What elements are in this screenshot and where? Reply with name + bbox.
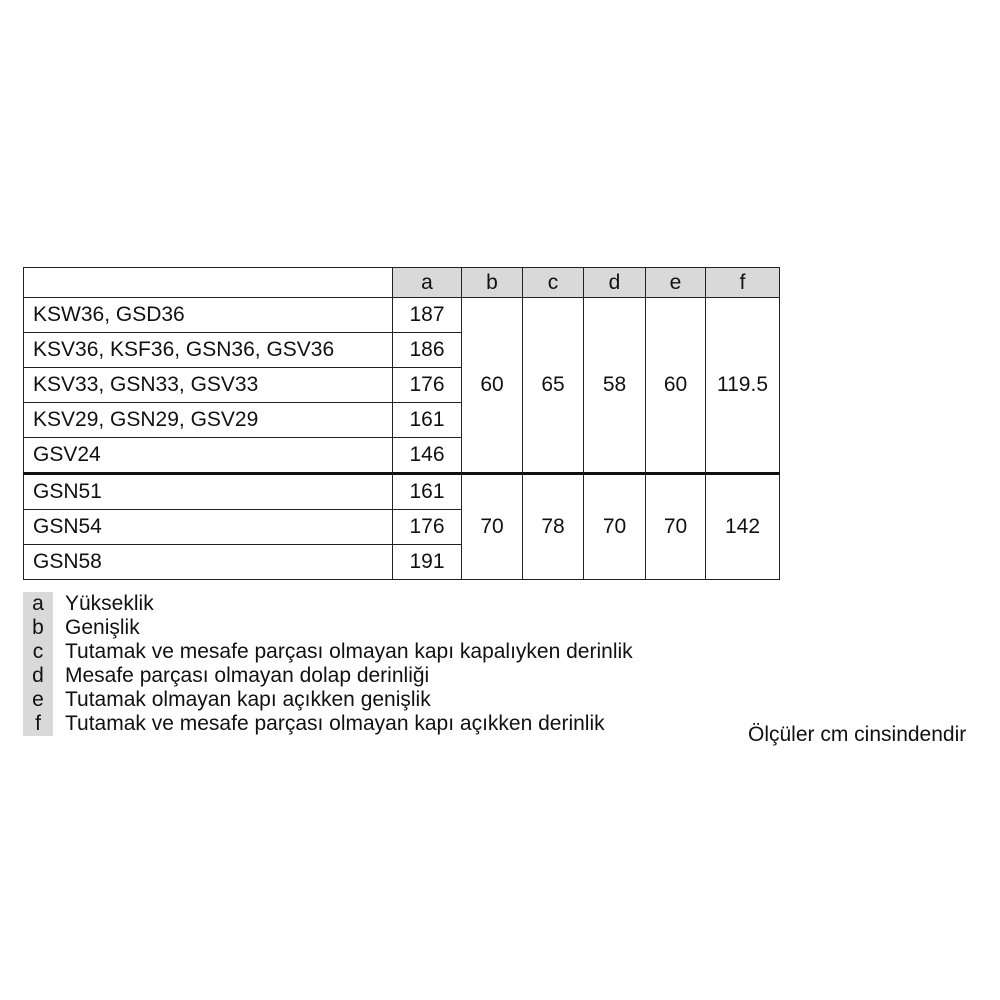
- legend-item: [23, 712, 633, 736]
- legend-letter: d: [23, 664, 53, 688]
- table-header-row: [24, 268, 780, 298]
- column-header-a: a: [393, 268, 462, 298]
- legend-item: [23, 688, 633, 712]
- legend-item: [23, 592, 633, 616]
- group2-e-cell: 70: [646, 474, 706, 580]
- group2-b-cell: 70: [462, 474, 523, 580]
- column-header-e: e: [646, 268, 706, 298]
- legend-text: Mesafe parçası olmayan dolap derinliği: [65, 664, 430, 687]
- legend-text: Tutamak ve mesafe parçası olmayan kapı açıkken derinlik: [65, 712, 605, 735]
- model-cell: GSN58: [24, 545, 393, 580]
- group2-f-cell: 142: [706, 474, 780, 580]
- header-corner-cell: [24, 268, 393, 298]
- group1-d-cell: 58: [584, 298, 646, 474]
- legend-letter: c: [23, 640, 53, 664]
- height-a-cell: 176: [393, 510, 462, 545]
- height-a-cell: 161: [393, 474, 462, 510]
- legend-item: [23, 664, 633, 688]
- legend: [23, 592, 633, 736]
- height-a-cell: 176: [393, 368, 462, 403]
- column-header-d: d: [584, 268, 646, 298]
- column-header-b: b: [462, 268, 523, 298]
- model-cell: KSV33, GSN33, GSV33: [24, 368, 393, 403]
- units-note: Ölçüler cm cinsindendir: [748, 723, 967, 746]
- legend-letter: e: [23, 688, 53, 712]
- table-row: [24, 298, 780, 333]
- model-cell: GSV24: [24, 438, 393, 474]
- legend-text: Tutamak olmayan kapı açıkken genişlik: [65, 688, 431, 711]
- model-cell: GSN54: [24, 510, 393, 545]
- legend-letter: a: [23, 592, 53, 616]
- group1-b-cell: 60: [462, 298, 523, 474]
- legend-item: [23, 616, 633, 640]
- group1-f-cell: 119.5: [706, 298, 780, 474]
- legend-letter: b: [23, 616, 53, 640]
- height-a-cell: 186: [393, 333, 462, 368]
- legend-text: Genişlik: [65, 616, 140, 639]
- height-a-cell: 187: [393, 298, 462, 333]
- dimensions-table: [23, 267, 780, 580]
- group1-c-cell: 65: [523, 298, 584, 474]
- model-cell: KSW36, GSD36: [24, 298, 393, 333]
- legend-letter: f: [23, 712, 53, 736]
- model-cell: KSV29, GSN29, GSV29: [24, 403, 393, 438]
- column-header-c: c: [523, 268, 584, 298]
- model-cell: KSV36, KSF36, GSN36, GSV36: [24, 333, 393, 368]
- legend-item: [23, 640, 633, 664]
- height-a-cell: 146: [393, 438, 462, 474]
- table-row: [24, 474, 780, 510]
- height-a-cell: 191: [393, 545, 462, 580]
- group2-c-cell: 78: [523, 474, 584, 580]
- group1-e-cell: 60: [646, 298, 706, 474]
- legend-text: Tutamak ve mesafe parçası olmayan kapı kapalıyken derinlik: [65, 640, 633, 663]
- height-a-cell: 161: [393, 403, 462, 438]
- group2-d-cell: 70: [584, 474, 646, 580]
- legend-text: Yükseklik: [65, 592, 154, 615]
- model-cell: GSN51: [24, 474, 393, 510]
- column-header-f: f: [706, 268, 780, 298]
